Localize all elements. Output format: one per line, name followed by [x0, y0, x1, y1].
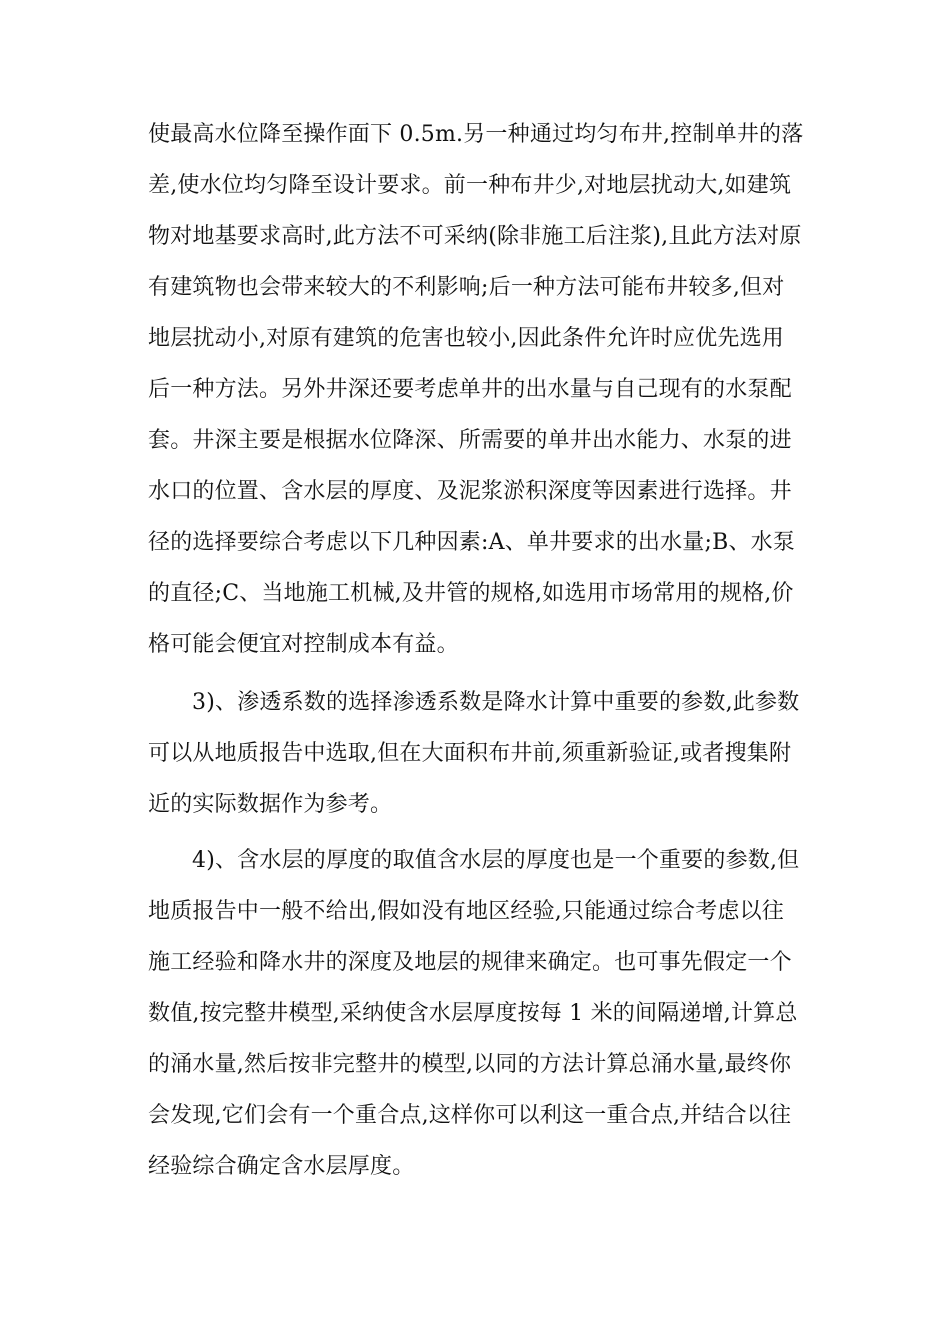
text-line: 地质报告中一般不给出,假如没有地区经验,只能通过综合考虑以往	[148, 899, 784, 924]
text-line: 差,使水位均匀降至设计要求。前一种布井少,对地层扰动大,如建筑	[148, 173, 792, 198]
text-line: 水口的位置、含水层的厚度、及泥浆淤积深度等因素进行选择。井	[148, 479, 792, 504]
text-line: 的直径;C、当地施工机械,及井管的规格,如选用市场常用的规格,价	[148, 581, 794, 606]
text-line: 经验综合确定含水层厚度。	[148, 1154, 415, 1179]
text-line: 施工经验和降水井的深度及地层的规律来确定。也可事先假定一个	[148, 950, 792, 975]
text-line: 的涌水量,然后按非完整井的模型,以同的方法计算总涌水量,最终你	[148, 1052, 792, 1077]
text-line: 近的实际数据作为参考。	[148, 792, 393, 817]
text-line: 物对地基要求高时,此方法不可采纳(除非施工后注浆),且此方法对原	[148, 224, 802, 249]
text-line: 径的选择要综合考虑以下几种因素:A、单井要求的出水量;B、水泵	[148, 530, 796, 555]
text-line: 可以从地质报告中选取,但在大面积布井前,须重新验证,或者搜集附	[148, 741, 792, 766]
text-line: 使最高水位降至操作面下 0.5m.另一种通过均匀布井,控制单井的落	[148, 122, 804, 147]
text-line: 地层扰动小,对原有建筑的危害也较小,因此条件允许时应优先选用	[148, 326, 784, 351]
paragraph-start-line: 4)、含水层的厚度的取值含水层的厚度也是一个重要的参数,但	[192, 848, 800, 873]
paragraph-start-line: 3)、渗透系数的选择渗透系数是降水计算中重要的参数,此参数	[192, 690, 800, 715]
text-line: 有建筑物也会带来较大的不利影响;后一种方法可能布井较多,但对	[148, 275, 785, 300]
text-line: 会发现,它们会有一个重合点,这样你可以利这一重合点,并结合以往	[148, 1103, 792, 1128]
text-line: 后一种方法。另外井深还要考虑单井的出水量与自己现有的水泵配	[148, 377, 792, 402]
text-line: 格可能会便宜对控制成本有益。	[148, 632, 459, 657]
text-line: 数值,按完整井模型,采纳使含水层厚度按每 1 米的间隔递增,计算总	[148, 1001, 798, 1026]
text-line: 套。井深主要是根据水位降深、所需要的单井出水能力、水泵的进	[148, 428, 792, 453]
